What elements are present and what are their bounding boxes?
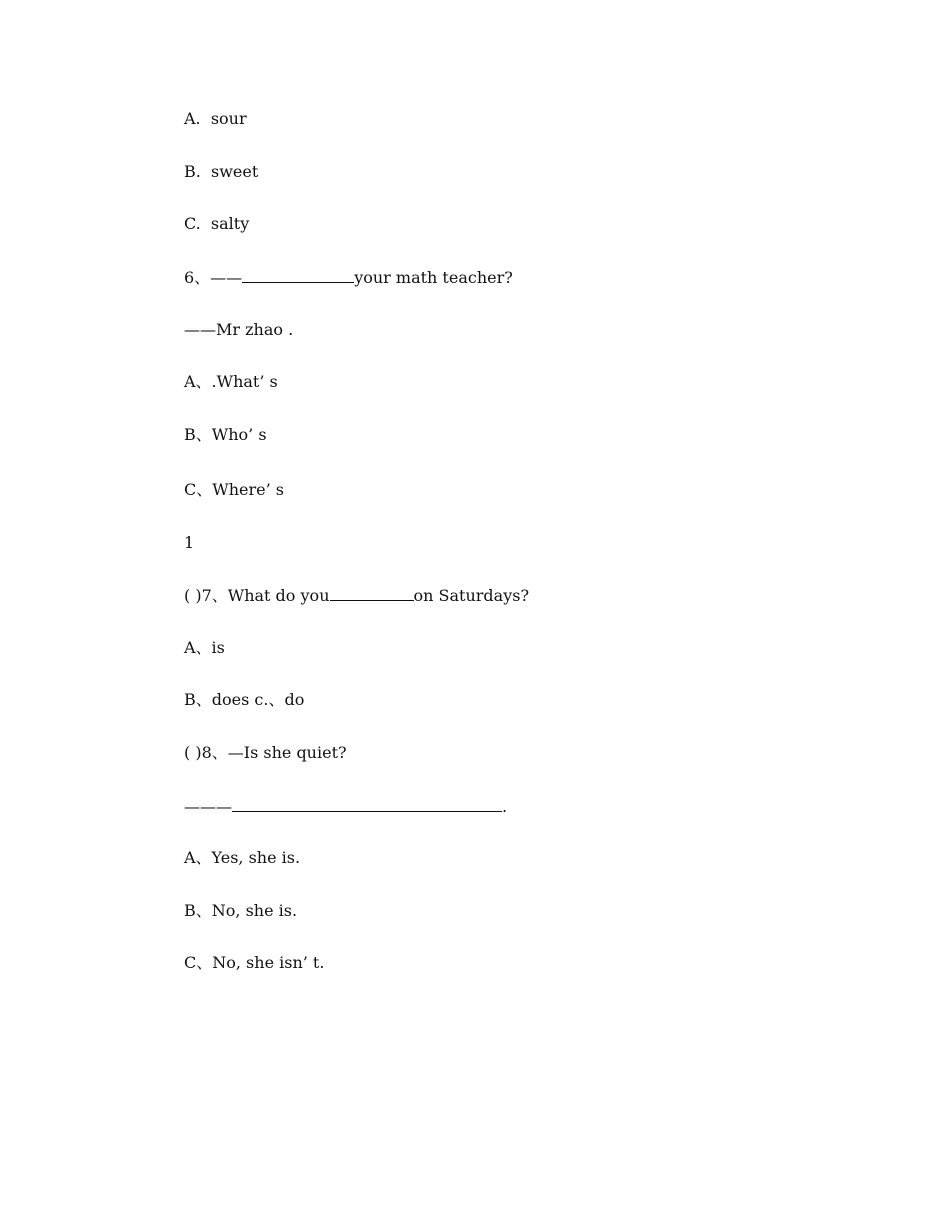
q6-answer-blank (242, 267, 354, 283)
q8-answer-prefix: ——— (184, 797, 232, 816)
q7-suffix: on Saturdays? (413, 586, 530, 605)
q8-option-b: B、No, she is. (184, 901, 298, 920)
q7-option-b: B、does c.、do (184, 690, 305, 709)
q6-question (184, 267, 513, 288)
q8-option-a: A、Yes, she is. (184, 848, 301, 867)
q8-answer-suffix: . (502, 797, 508, 816)
q5-option-c: C. salty (184, 214, 250, 233)
q6-suffix: your math teacher? (354, 268, 513, 287)
q8-question: ( )8、—Is she quiet? (184, 743, 347, 762)
page-number: 1 (184, 533, 195, 552)
q7-question (184, 585, 529, 606)
q6-option-a: A、.What’ s (184, 372, 278, 391)
q7-option-a: A、is (184, 638, 225, 657)
q7-answer-blank (330, 585, 414, 601)
q5-option-b: B. sweet (184, 162, 259, 181)
q6-option-c: C、Where’ s (184, 480, 284, 499)
q6-prefix: 6、—— (184, 268, 243, 287)
q8-answer-line (184, 796, 507, 817)
q8-option-c: C、No, she isn’ t. (184, 953, 325, 972)
q6-option-b: B、Who’ s (184, 425, 267, 444)
q8-answer-blank (232, 796, 502, 812)
q6-answer-line: ——Mr zhao . (184, 320, 294, 339)
q7-prefix: ( )7、What do you (184, 586, 330, 605)
q5-option-a: A. sour (184, 109, 247, 128)
